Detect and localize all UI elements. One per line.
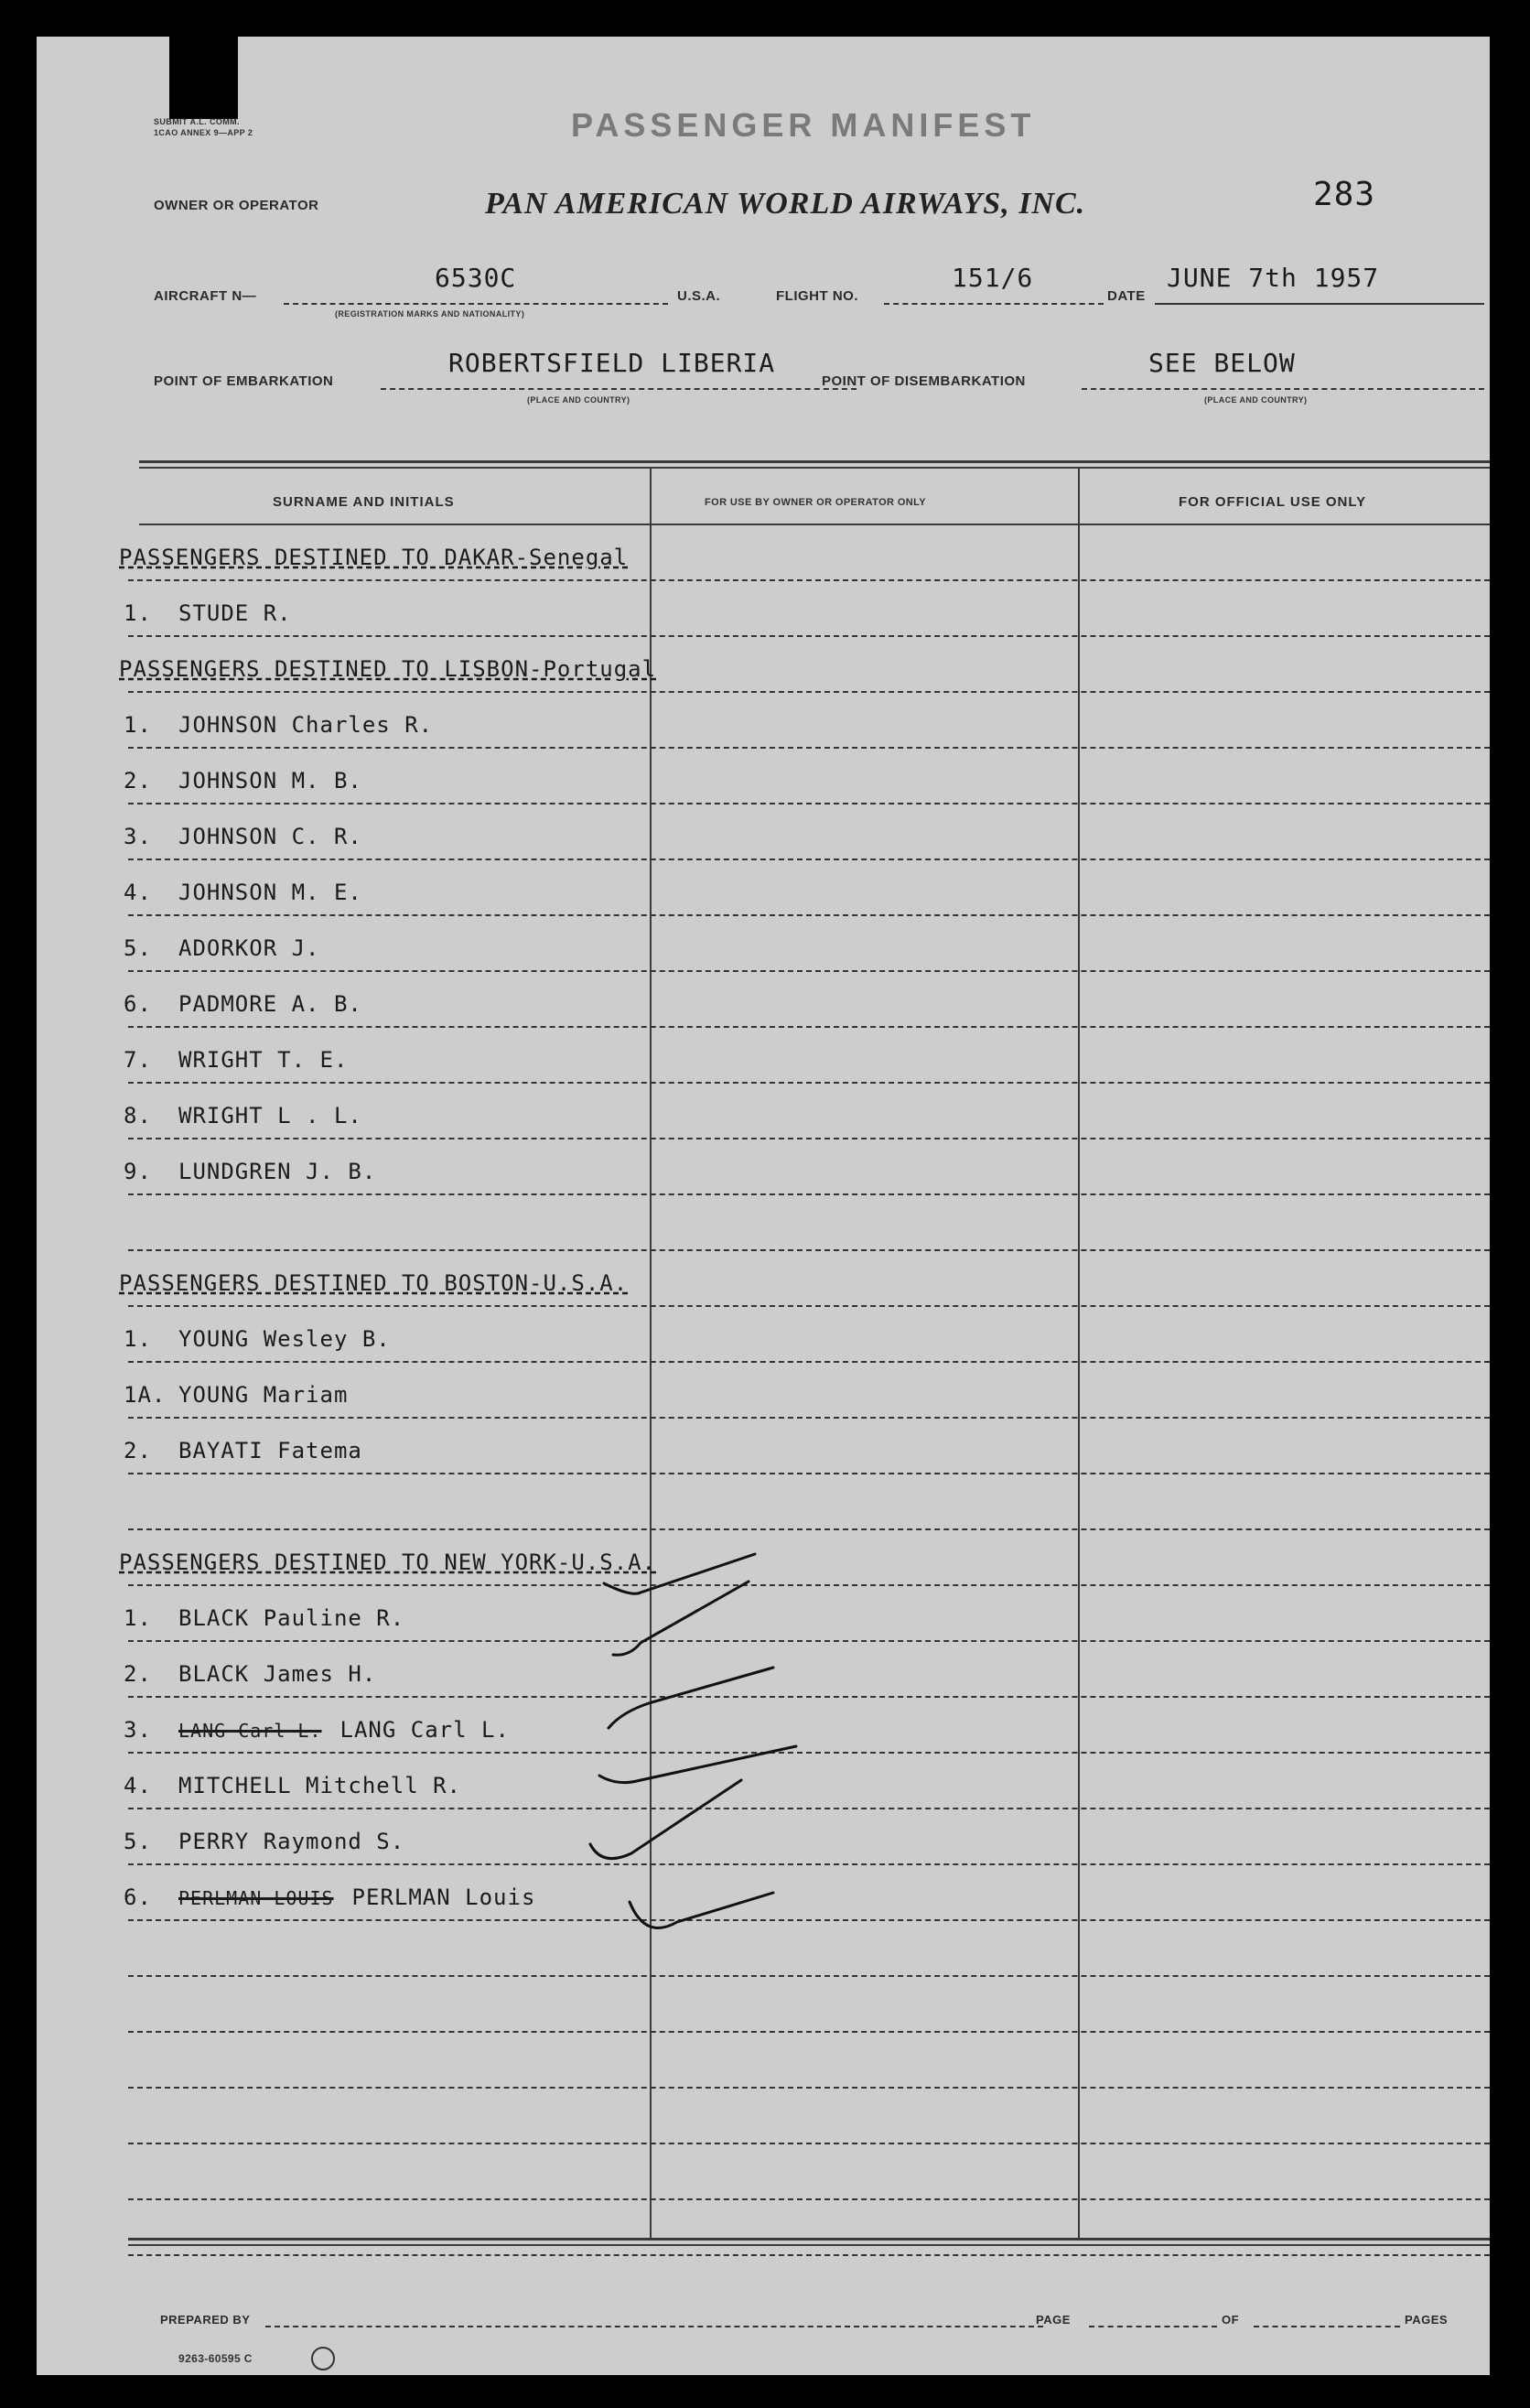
disembark-label: POINT OF DISEMBARKATION <box>822 373 1026 389</box>
passenger-number: 3. <box>124 824 152 849</box>
checkmark-icon <box>604 1554 755 1593</box>
passenger-number: 5. <box>124 1829 152 1854</box>
flight-value: 151/6 <box>952 263 1034 293</box>
heading-text: PASSENGERS DESTINED TO DAKAR-Senegal <box>119 545 629 570</box>
owner-value: PAN AMERICAN WORLD AIRWAYS, INC. <box>485 187 1086 221</box>
col-header-operator: FOR USE BY OWNER OR OPERATOR ONLY <box>705 497 926 508</box>
embark-sub: (PLACE AND COUNTRY) <box>527 395 630 405</box>
passenger-number: 5. <box>124 935 152 961</box>
passenger-number: 4. <box>124 1773 152 1798</box>
owner-label: OWNER OR OPERATOR <box>154 198 319 213</box>
checkmark-icon <box>590 1780 741 1859</box>
flight-label: FLIGHT NO. <box>776 288 858 304</box>
passenger-name: YOUNG Wesley B. <box>178 1326 391 1352</box>
passenger-name: MITCHELL Mitchell R. <box>178 1773 461 1798</box>
disembark-value: SEE BELOW <box>1148 348 1296 378</box>
passenger-name: JOHNSON Charles R. <box>178 712 434 738</box>
passenger-number: 6. <box>124 991 152 1017</box>
date-value: JUNE 7th 1957 <box>1167 263 1380 293</box>
passenger-name: LANG Carl L. <box>339 1717 510 1743</box>
col-header-official: FOR OFFICIAL USE ONLY <box>1179 494 1367 510</box>
passenger-name: PADMORE A. B. <box>178 991 362 1017</box>
passenger-name: YOUNG Mariam <box>178 1382 349 1408</box>
passenger-name: JOHNSON C. R. <box>178 824 362 849</box>
heading-text: PASSENGERS DESTINED TO BOSTON-U.S.A. <box>119 1270 629 1296</box>
passenger-name: ADORKOR J. <box>178 935 320 961</box>
embark-label: POINT OF EMBARKATION <box>154 373 334 389</box>
passenger-number: 9. <box>124 1159 152 1184</box>
page-label: PAGE <box>1036 2313 1071 2327</box>
passenger-name: LUNDGREN J. B. <box>178 1159 377 1184</box>
checkmark-icon <box>599 1746 796 1783</box>
disembark-sub: (PLACE AND COUNTRY) <box>1204 395 1308 405</box>
heading-text: PASSENGERS DESTINED TO NEW YORK-U.S.A. <box>119 1550 657 1575</box>
stamp-line-2: 1CAO ANNEX 9—APP 2 <box>154 128 253 137</box>
manifest-sheet <box>37 37 1490 2375</box>
struck-text: PERLMAN LOUIS <box>178 1887 334 1909</box>
checkmark-icon <box>609 1668 773 1728</box>
passenger-name: PERRY Raymond S. <box>178 1829 405 1854</box>
usa-label: U.S.A. <box>677 288 721 304</box>
heading-text: PASSENGERS DESTINED TO LISBON-Portugal <box>119 656 657 682</box>
stamp-line-1: SUBMIT A.L. COMM. <box>154 117 240 126</box>
col-header-surname: SURNAME AND INITIALS <box>273 494 455 510</box>
passenger-name: BAYATI Fatema <box>178 1438 362 1463</box>
embark-value: ROBERTSFIELD LIBERIA <box>448 348 776 378</box>
passenger-number: 1. <box>124 1605 152 1631</box>
of-label: OF <box>1222 2313 1240 2327</box>
prepared-by-label: PREPARED BY <box>160 2313 251 2327</box>
passenger-number: 1. <box>124 600 152 626</box>
page-number: 283 <box>1313 176 1376 213</box>
passenger-number: 1A. <box>124 1382 167 1408</box>
passenger-number: 8. <box>124 1103 152 1128</box>
passenger-number: 7. <box>124 1047 152 1073</box>
passenger-name: JOHNSON M. B. <box>178 768 362 794</box>
passenger-number: 2. <box>124 768 152 794</box>
passenger-number: 1. <box>124 712 152 738</box>
passenger-name: PERLMAN Louis <box>351 1884 536 1910</box>
pages-label: PAGES <box>1405 2313 1449 2327</box>
struck-text: LANG Carl L. <box>178 1720 322 1742</box>
passenger-name: STUDE R. <box>178 600 292 626</box>
passenger-number: 3. <box>124 1717 152 1743</box>
page-title: PASSENGER MANIFEST <box>571 106 1036 144</box>
passenger-name: BLACK James H. <box>178 1661 377 1687</box>
passenger-number: 4. <box>124 880 152 905</box>
passenger-name: WRIGHT T. E. <box>178 1047 349 1073</box>
passenger-number: 1. <box>124 1326 152 1352</box>
passenger-number: 6. <box>124 1884 152 1910</box>
form-code: 9263-60595 C <box>178 2352 253 2365</box>
passenger-name: BLACK Pauline R. <box>178 1605 405 1631</box>
aircraft-label: AIRCRAFT N— <box>154 288 257 304</box>
aircraft-value: 6530C <box>435 263 517 293</box>
passenger-name: JOHNSON M. E. <box>178 880 362 905</box>
passenger-number: 2. <box>124 1661 152 1687</box>
date-label: DATE <box>1107 288 1146 304</box>
checkmarks-layer <box>37 37 1490 2375</box>
passenger-name: WRIGHT L . L. <box>178 1103 362 1128</box>
checkmark-icon <box>630 1893 773 1927</box>
aircraft-sub: (REGISTRATION MARKS AND NATIONALITY) <box>335 309 525 319</box>
passenger-number: 2. <box>124 1438 152 1463</box>
